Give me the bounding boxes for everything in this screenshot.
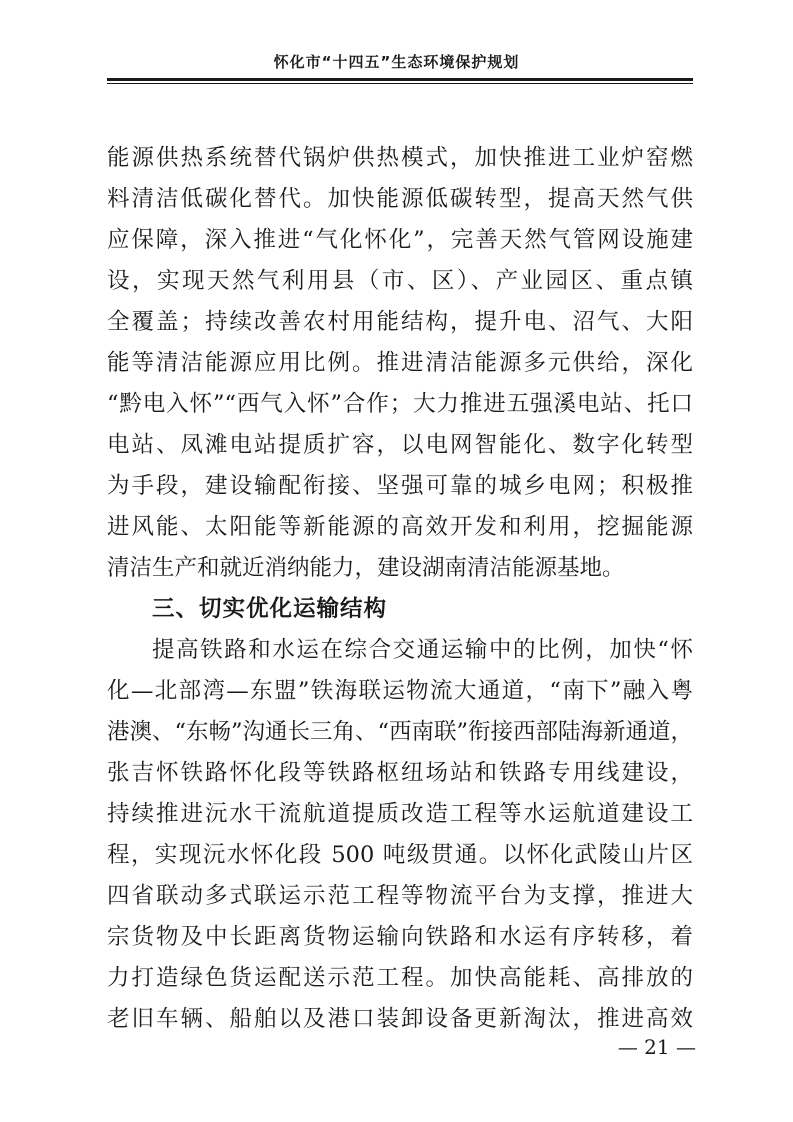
paragraph-line: 设，实现天然气利用县（市、区）、产业园区、重点镇 [107, 268, 693, 294]
paragraph-line: 能等清洁能源应用比例。推进清洁能源多元供给，深化 [107, 350, 693, 376]
paragraph-line: 提高铁路和水运在综合交通运输中的比例，加快“怀 [152, 637, 693, 663]
paragraph-line: 宗货物及中长距离货物运输向铁路和水运有序转移，着 [107, 924, 693, 950]
paragraph-line: 进风能、太阳能等新能源的高效开发和利用，挖掘能源 [107, 514, 693, 540]
paragraph-line: 港澳、“东畅”沟通长三角、“西南联”衔接西部陆海新通道， [107, 719, 694, 745]
paragraph-line: 电站、凤滩电站提质扩容，以电网智能化、数字化转型 [107, 432, 693, 458]
running-header-title: 怀化市“十四五”生态环境保护规划 [273, 53, 520, 71]
header-rule-thin [107, 83, 693, 84]
paragraph-line: 应保障，深入推进“气化怀化”，完善天然气管网设施建 [107, 227, 693, 253]
body-text [107, 138, 693, 1040]
paragraph-line: 能源供热系统替代锅炉供热模式，加快推进工业炉窑燃 [107, 145, 693, 171]
paragraph-line: 料清洁低碳化替代。加快能源低碳转型，提高天然气供 [107, 186, 693, 212]
paragraph-line: 张吉怀铁路怀化段等铁路枢纽场站和铁路专用线建设， [107, 760, 693, 786]
header-rule-thick [107, 78, 693, 81]
paragraph-line: 全覆盖；持续改善农村用能结构，提升电、沼气、大阳 [107, 309, 693, 335]
paragraph-line: 程，实现沅水怀化段 500 吨级贯通。以怀化武陵山片区 [107, 842, 693, 868]
section-heading: 三、切实优化运输结构 [152, 596, 388, 622]
paragraph-line: 清洁生产和就近消纳能力，建设湖南清洁能源基地。 [107, 555, 625, 581]
paragraph-line: 持续推进沅水干流航道提质改造工程等水运航道建设工 [107, 801, 693, 827]
paragraph-line: 力打造绿色货运配送示范工程。加快高能耗、高排放的 [107, 965, 693, 991]
paragraph-line: 老旧车辆、船舶以及港口装卸设备更新淘汰，推进高效 [107, 1006, 693, 1032]
paragraph-line: 化—北部湾—东盟”铁海联运物流大通道，“南下”融入粤 [107, 678, 693, 704]
paragraph-line: 四省联动多式联运示范工程等物流平台为支撑，推进大 [107, 883, 693, 909]
paragraph-line: “黔电入怀”“西气入怀”合作；大力推进五强溪电站、托口 [107, 391, 693, 417]
page-number: — 21 — [617, 1035, 696, 1059]
paragraph-line: 为手段，建设输配衔接、坚强可靠的城乡电网；积极推 [107, 473, 693, 499]
